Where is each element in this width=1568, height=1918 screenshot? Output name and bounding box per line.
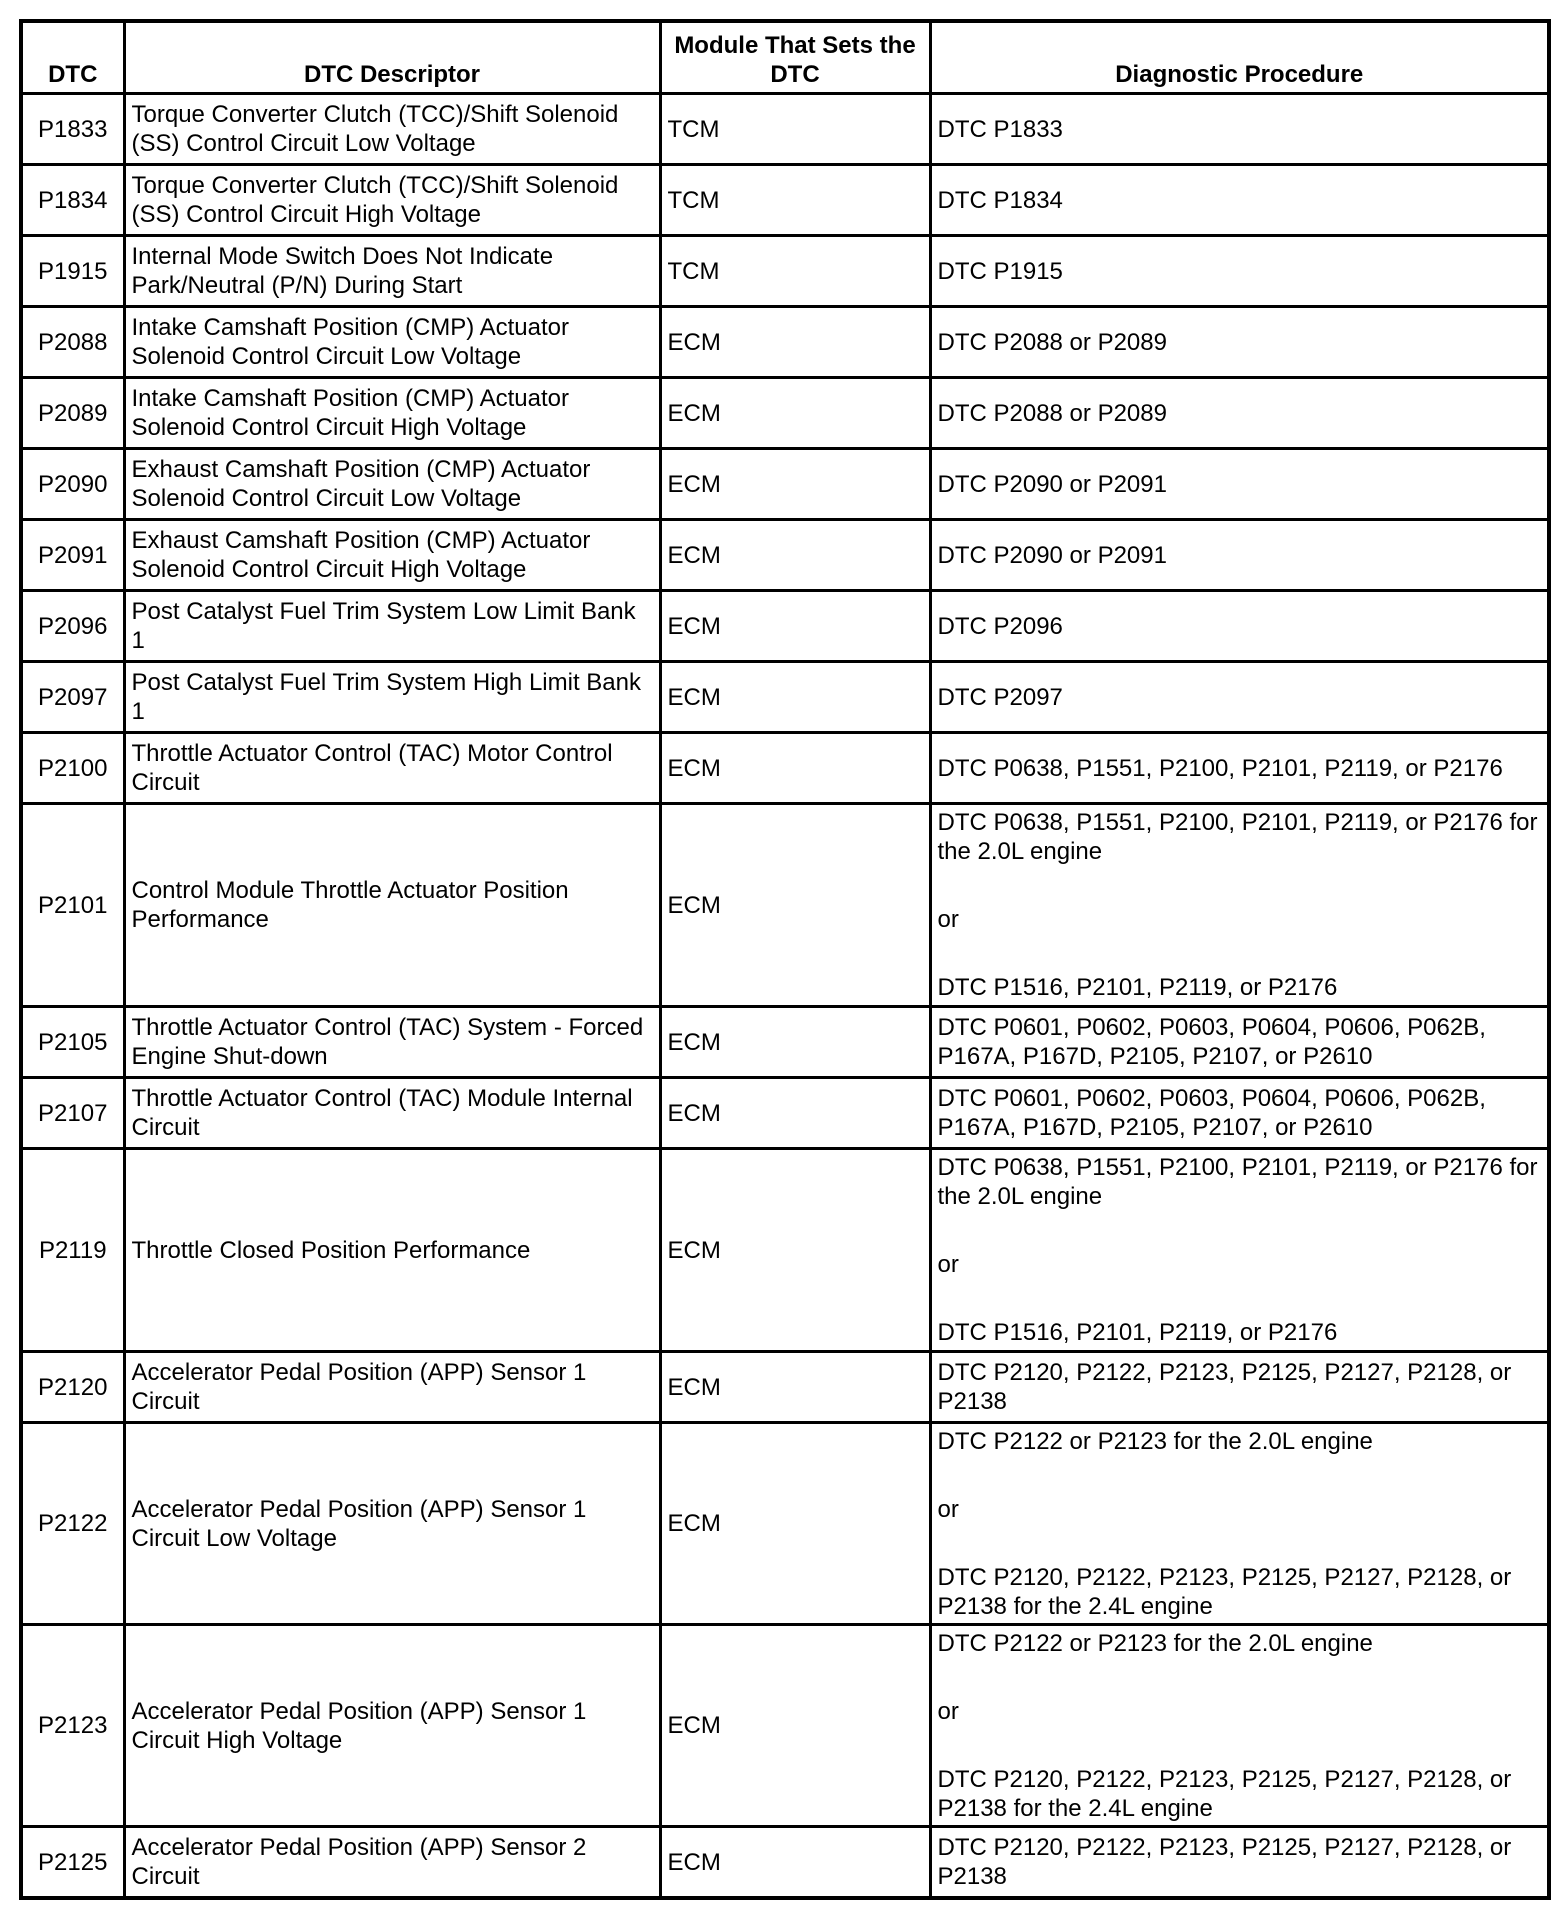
cell-dtc-code: P2089 <box>21 378 124 449</box>
procedure-line: DTC P2120, P2122, P2123, P2125, P2127, P2128, or P2138 <box>937 1834 1512 1890</box>
cell-dtc-code: P1833 <box>21 94 124 165</box>
procedure-line: DTC P2088 or P2089 <box>937 399 1167 427</box>
procedure-line: DTC P0601, P0602, P0603, P0604, P0606, P062B, P167A, P167D, P2105, P2107, or P2610 <box>937 1014 1486 1070</box>
cell-dtc-descriptor: Internal Mode Switch Does Not Indicate Park/Neutral (P/N) During Start <box>124 236 660 307</box>
table-row <box>21 1827 1549 1899</box>
procedure-line: DTC P2122 or P2123 for the 2.0L engine <box>937 1629 1373 1657</box>
cell-diagnostic-procedure <box>930 804 1549 1007</box>
cell-diagnostic-procedure <box>930 1423 1549 1625</box>
cell-dtc-descriptor: Exhaust Camshaft Position (CMP) Actuator Solenoid Control Circuit High Voltage <box>124 520 660 591</box>
procedure-line: DTC P2090 or P2091 <box>937 470 1167 498</box>
cell-module: ECM <box>660 591 930 662</box>
procedure-line: DTC P1834 <box>937 186 1063 214</box>
cell-dtc-descriptor: Accelerator Pedal Position (APP) Sensor 1 Circuit High Voltage <box>124 1625 660 1827</box>
table-row <box>21 94 1549 165</box>
table-row <box>21 165 1549 236</box>
procedure-line: or <box>937 906 959 933</box>
cell-dtc-descriptor: Throttle Actuator Control (TAC) System - Forced Engine Shut-down <box>124 1007 660 1078</box>
cell-dtc-descriptor: Throttle Actuator Control (TAC) Module Internal Circuit <box>124 1078 660 1149</box>
cell-dtc-descriptor: Accelerator Pedal Position (APP) Sensor 1 Circuit Low Voltage <box>124 1423 660 1625</box>
table-row <box>21 662 1549 733</box>
cell-dtc-code: P2125 <box>21 1827 124 1899</box>
cell-diagnostic-procedure <box>930 1352 1549 1423</box>
cell-diagnostic-procedure <box>930 733 1549 804</box>
procedure-line: DTC P2088 or P2089 <box>937 328 1167 356</box>
cell-module: TCM <box>660 94 930 165</box>
cell-dtc-code: P2090 <box>21 449 124 520</box>
dtc-table <box>19 19 1551 1900</box>
cell-diagnostic-procedure <box>930 1078 1549 1149</box>
cell-dtc-descriptor: Accelerator Pedal Position (APP) Sensor 1 Circuit <box>124 1352 660 1423</box>
procedure-line: DTC P2090 or P2091 <box>937 541 1167 569</box>
cell-dtc-descriptor: Post Catalyst Fuel Trim System Low Limit Bank 1 <box>124 591 660 662</box>
header-diagnostic-procedure: Diagnostic Procedure <box>930 21 1549 94</box>
cell-module: ECM <box>660 1078 930 1149</box>
cell-dtc-code: P2107 <box>21 1078 124 1149</box>
cell-module: ECM <box>660 378 930 449</box>
cell-diagnostic-procedure <box>930 449 1549 520</box>
cell-diagnostic-procedure <box>930 236 1549 307</box>
cell-dtc-descriptor: Control Module Throttle Actuator Position Performance <box>124 804 660 1007</box>
procedure-line: or <box>937 1251 959 1278</box>
cell-dtc-descriptor: Torque Converter Clutch (TCC)/Shift Solenoid (SS) Control Circuit High Voltage <box>124 165 660 236</box>
cell-diagnostic-procedure <box>930 378 1549 449</box>
table-row <box>21 307 1549 378</box>
cell-module: ECM <box>660 520 930 591</box>
cell-module: ECM <box>660 1007 930 1078</box>
cell-diagnostic-procedure <box>930 662 1549 733</box>
procedure-line: DTC P1516, P2101, P2119, or P2176 <box>937 974 1338 1001</box>
cell-dtc-descriptor: Throttle Actuator Control (TAC) Motor Control Circuit <box>124 733 660 804</box>
table-row <box>21 520 1549 591</box>
cell-dtc-code: P2123 <box>21 1625 124 1827</box>
procedure-line: DTC P2096 <box>937 612 1063 640</box>
procedure-line: or <box>937 1495 959 1523</box>
cell-dtc-code: P2100 <box>21 733 124 804</box>
cell-dtc-code: P2122 <box>21 1423 124 1625</box>
cell-dtc-descriptor: Throttle Closed Position Performance <box>124 1149 660 1352</box>
cell-dtc-code: P2119 <box>21 1149 124 1352</box>
cell-dtc-descriptor: Intake Camshaft Position (CMP) Actuator Solenoid Control Circuit Low Voltage <box>124 307 660 378</box>
cell-module: ECM <box>660 733 930 804</box>
table-row <box>21 449 1549 520</box>
procedure-line: DTC P1516, P2101, P2119, or P2176 <box>937 1319 1338 1346</box>
cell-module: ECM <box>660 449 930 520</box>
cell-dtc-code: P2097 <box>21 662 124 733</box>
cell-module: ECM <box>660 804 930 1007</box>
procedure-line: DTC P1915 <box>937 257 1063 285</box>
header-dtc-descriptor: DTC Descriptor <box>124 21 660 94</box>
cell-module: TCM <box>660 236 930 307</box>
procedure-line: DTC P0601, P0602, P0603, P0604, P0606, P062B, P167A, P167D, P2105, P2107, or P2610 <box>937 1085 1486 1141</box>
procedure-line: DTC P0638, P1551, P2100, P2101, P2119, or P2176 for the 2.0L engine <box>937 1154 1538 1210</box>
procedure-line: DTC P2097 <box>937 683 1063 711</box>
cell-module: ECM <box>660 662 930 733</box>
table-body <box>21 94 1549 1899</box>
table-row <box>21 236 1549 307</box>
procedure-line: DTC P0638, P1551, P2100, P2101, P2119, or P2176 <box>937 754 1503 782</box>
table-row <box>21 591 1549 662</box>
cell-module: TCM <box>660 165 930 236</box>
document-page <box>19 19 1547 1900</box>
cell-diagnostic-procedure <box>930 1625 1549 1827</box>
cell-dtc-descriptor: Accelerator Pedal Position (APP) Sensor 2 Circuit <box>124 1827 660 1899</box>
cell-module: ECM <box>660 1625 930 1827</box>
procedure-line: DTC P0638, P1551, P2100, P2101, P2119, or P2176 for the 2.0L engine <box>937 809 1538 865</box>
procedure-line: DTC P2120, P2122, P2123, P2125, P2127, P2128, or P2138 for the 2.4L engine <box>937 1563 1512 1620</box>
cell-diagnostic-procedure <box>930 591 1549 662</box>
cell-diagnostic-procedure <box>930 520 1549 591</box>
procedure-line: or <box>937 1697 959 1725</box>
cell-dtc-descriptor: Intake Camshaft Position (CMP) Actuator Solenoid Control Circuit High Voltage <box>124 378 660 449</box>
header-dtc: DTC <box>21 21 124 94</box>
table-row <box>21 1625 1549 1827</box>
cell-diagnostic-procedure <box>930 165 1549 236</box>
cell-dtc-code: P2091 <box>21 520 124 591</box>
table-row <box>21 1352 1549 1423</box>
cell-dtc-descriptor: Post Catalyst Fuel Trim System High Limit Bank 1 <box>124 662 660 733</box>
table-row <box>21 378 1549 449</box>
cell-dtc-code: P1915 <box>21 236 124 307</box>
cell-dtc-descriptor: Exhaust Camshaft Position (CMP) Actuator Solenoid Control Circuit Low Voltage <box>124 449 660 520</box>
cell-module: ECM <box>660 1423 930 1625</box>
table-row <box>21 1007 1549 1078</box>
header-module: Module That Sets the DTC <box>660 21 930 94</box>
cell-diagnostic-procedure <box>930 1007 1549 1078</box>
procedure-line: DTC P1833 <box>937 115 1063 143</box>
procedure-line: DTC P2120, P2122, P2123, P2125, P2127, P2128, or P2138 for the 2.4L engine <box>937 1765 1512 1822</box>
table-row <box>21 1149 1549 1352</box>
cell-diagnostic-procedure <box>930 1149 1549 1352</box>
cell-module: ECM <box>660 1149 930 1352</box>
table-row <box>21 804 1549 1007</box>
cell-dtc-code: P2120 <box>21 1352 124 1423</box>
cell-dtc-code: P2088 <box>21 307 124 378</box>
procedure-line: DTC P2122 or P2123 for the 2.0L engine <box>937 1427 1373 1455</box>
table-row <box>21 733 1549 804</box>
cell-module: ECM <box>660 307 930 378</box>
cell-dtc-code: P2096 <box>21 591 124 662</box>
cell-dtc-code: P2105 <box>21 1007 124 1078</box>
cell-dtc-code: P2101 <box>21 804 124 1007</box>
table-header <box>21 21 1549 94</box>
cell-module: ECM <box>660 1352 930 1423</box>
cell-diagnostic-procedure <box>930 307 1549 378</box>
cell-dtc-descriptor: Torque Converter Clutch (TCC)/Shift Solenoid (SS) Control Circuit Low Voltage <box>124 94 660 165</box>
table-row <box>21 1423 1549 1625</box>
cell-diagnostic-procedure <box>930 1827 1549 1899</box>
table-row <box>21 1078 1549 1149</box>
cell-module: ECM <box>660 1827 930 1899</box>
header-row <box>21 21 1549 94</box>
cell-diagnostic-procedure <box>930 94 1549 165</box>
procedure-line: DTC P2120, P2122, P2123, P2125, P2127, P2128, or P2138 <box>937 1359 1512 1415</box>
cell-dtc-code: P1834 <box>21 165 124 236</box>
